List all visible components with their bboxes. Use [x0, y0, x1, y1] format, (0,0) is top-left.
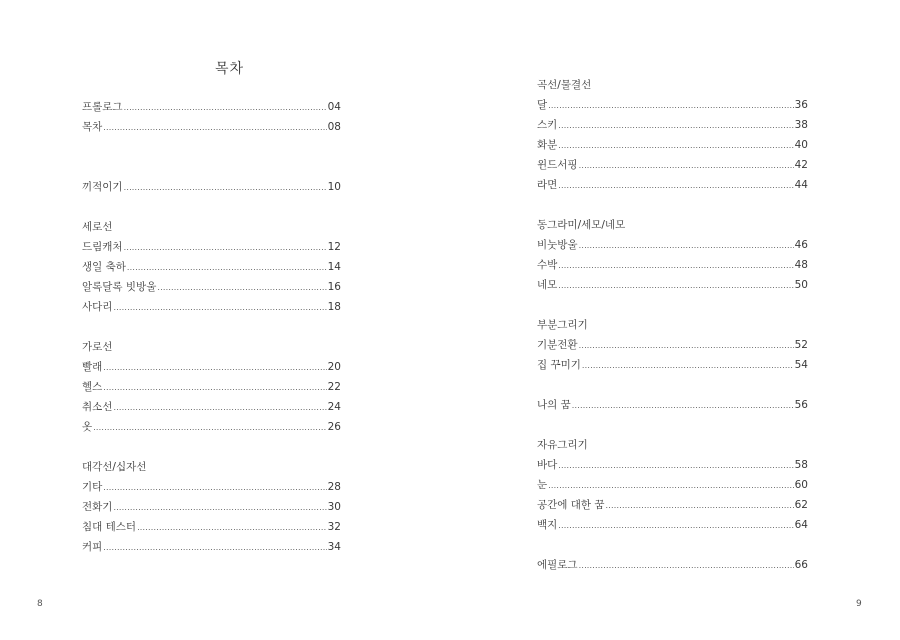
leader-dots	[157, 278, 326, 298]
toc-entry[interactable]	[82, 397, 341, 417]
entry-label: 라면	[537, 179, 558, 191]
entry-page: 60	[794, 479, 808, 491]
entry-page: 04	[327, 101, 341, 113]
section-heading: 대각선/십자선	[82, 461, 147, 473]
toc-entry[interactable]	[82, 537, 341, 557]
toc-entry[interactable]	[537, 515, 808, 535]
entry-page: 34	[327, 541, 341, 553]
section-heading: 가로선	[82, 341, 113, 353]
entry-label: 화분	[537, 139, 558, 151]
entry-page: 52	[794, 339, 808, 351]
leader-dots	[558, 456, 793, 476]
leader-dots	[137, 518, 327, 538]
leader-dots	[579, 336, 794, 356]
leader-dots	[93, 418, 326, 438]
entry-label: 눈	[537, 479, 548, 491]
leader-dots	[558, 116, 793, 136]
leader-dots	[124, 98, 327, 118]
entry-label: 집 꾸미기	[537, 359, 581, 371]
section-heading: 세로선	[82, 221, 113, 233]
toc-entry[interactable]	[537, 555, 808, 575]
toc-entry[interactable]	[82, 477, 341, 497]
toc-entry[interactable]	[82, 377, 341, 397]
toc-entry[interactable]	[537, 275, 808, 295]
leader-dots	[579, 236, 794, 256]
leader-dots	[113, 498, 326, 518]
entry-label: 생일 축하	[82, 261, 126, 273]
entry-label: 옷	[82, 421, 93, 433]
toc-entry[interactable]	[537, 95, 808, 115]
leader-dots	[606, 496, 794, 516]
entry-label: 드림캐처	[82, 241, 123, 253]
section-heading: 동그라미/세모/네모	[537, 219, 626, 231]
entry-label: 비눗방울	[537, 239, 578, 251]
entry-page: 40	[794, 139, 808, 151]
toc-entry[interactable]	[82, 97, 341, 117]
right-page	[450, 0, 900, 640]
entry-label: 커피	[82, 541, 103, 553]
entry-page: 10	[327, 181, 341, 193]
toc-entry[interactable]	[82, 357, 341, 377]
toc-entry[interactable]	[537, 455, 808, 475]
entry-page: 18	[327, 301, 341, 313]
toc-entry[interactable]	[537, 235, 808, 255]
leader-dots	[582, 356, 794, 376]
leader-dots	[103, 118, 326, 138]
entry-page: 46	[794, 239, 808, 251]
entry-label: 수박	[537, 259, 558, 271]
entry-label: 전화기	[82, 501, 113, 513]
entry-page: 50	[794, 279, 808, 291]
leader-dots	[558, 516, 793, 536]
entry-label: 끼적이기	[82, 181, 123, 193]
toc-left	[82, 97, 341, 137]
section-heading: 자유그리기	[537, 439, 588, 451]
toc-entry[interactable]	[82, 297, 341, 317]
entry-page: 24	[327, 401, 341, 413]
entry-label: 침대 테스터	[82, 521, 137, 533]
leader-dots	[548, 96, 793, 116]
toc-entry[interactable]	[82, 417, 341, 437]
toc-entry[interactable]	[82, 517, 341, 537]
entry-label: 목차	[82, 121, 103, 133]
toc-entry[interactable]	[82, 237, 341, 257]
entry-label: 기분전환	[537, 339, 578, 351]
entry-label: 윈드서핑	[537, 159, 578, 171]
leader-dots	[103, 378, 326, 398]
toc-entry[interactable]	[82, 177, 341, 197]
leader-dots	[113, 298, 326, 318]
leader-dots	[103, 538, 326, 558]
leader-dots	[572, 396, 794, 416]
leader-dots	[124, 178, 327, 198]
toc-right	[537, 75, 808, 575]
entry-page: 28	[327, 481, 341, 493]
entry-page: 62	[794, 499, 808, 511]
entry-label: 프롤로그	[82, 101, 123, 113]
leader-dots	[113, 398, 326, 418]
toc-title: 목차	[215, 61, 245, 77]
leader-dots	[103, 478, 326, 498]
leader-dots	[579, 156, 794, 176]
entry-page: 58	[794, 459, 808, 471]
toc-entry[interactable]	[82, 497, 341, 517]
toc-left	[82, 177, 341, 557]
entry-page: 64	[794, 519, 808, 531]
toc-entry[interactable]	[537, 335, 808, 355]
section-heading: 부분그리기	[537, 319, 588, 331]
entry-page: 48	[794, 259, 808, 271]
toc-entry[interactable]	[82, 257, 341, 277]
toc-entry[interactable]	[537, 395, 808, 415]
leader-dots	[579, 556, 794, 576]
entry-page: 30	[327, 501, 341, 513]
entry-label: 빨래	[82, 361, 103, 373]
page-number: 9	[856, 599, 862, 609]
entry-page: 56	[794, 399, 808, 411]
entry-page: 14	[327, 261, 341, 273]
toc-entry[interactable]	[537, 115, 808, 135]
leader-dots	[558, 136, 793, 156]
entry-page: 12	[327, 241, 341, 253]
leader-dots	[558, 276, 793, 296]
entry-page: 22	[327, 381, 341, 393]
entry-label: 공간에 대한 꿈	[537, 499, 605, 511]
entry-page: 54	[794, 359, 808, 371]
toc-entry[interactable]	[537, 255, 808, 275]
entry-page: 38	[794, 119, 808, 131]
toc-entry[interactable]	[537, 135, 808, 155]
entry-label: 달	[537, 99, 548, 111]
entry-label: 스키	[537, 119, 558, 131]
leader-dots	[103, 358, 326, 378]
toc-entry[interactable]	[537, 495, 808, 515]
entry-page: 32	[327, 521, 341, 533]
leader-dots	[558, 176, 793, 196]
entry-page: 66	[794, 559, 808, 571]
entry-label: 기타	[82, 481, 103, 493]
entry-page: 08	[327, 121, 341, 133]
entry-page: 20	[327, 361, 341, 373]
entry-page: 16	[327, 281, 341, 293]
leader-dots	[558, 256, 793, 276]
entry-label: 사다리	[82, 301, 113, 313]
toc-entry[interactable]	[537, 355, 808, 375]
leader-dots	[127, 258, 327, 278]
entry-label: 나의 꿈	[537, 399, 571, 411]
entry-label: 네모	[537, 279, 558, 291]
page-number: 8	[37, 599, 43, 609]
leader-dots	[124, 238, 327, 258]
toc-entry[interactable]	[537, 155, 808, 175]
toc-entry[interactable]	[537, 175, 808, 195]
entry-page: 26	[327, 421, 341, 433]
entry-page: 44	[794, 179, 808, 191]
entry-label: 바다	[537, 459, 558, 471]
entry-page: 42	[794, 159, 808, 171]
leader-dots	[548, 476, 793, 496]
entry-label: 에필로그	[537, 559, 578, 571]
section-heading: 곡선/물결선	[537, 79, 592, 91]
toc-entry[interactable]	[82, 117, 341, 137]
entry-label: 헬스	[82, 381, 103, 393]
entry-label: 백지	[537, 519, 558, 531]
toc-entry[interactable]	[537, 475, 808, 495]
entry-page: 36	[794, 99, 808, 111]
toc-entry[interactable]	[82, 277, 341, 297]
entry-label: 알록달록 빗방울	[82, 281, 157, 293]
entry-label: 취소선	[82, 401, 113, 413]
